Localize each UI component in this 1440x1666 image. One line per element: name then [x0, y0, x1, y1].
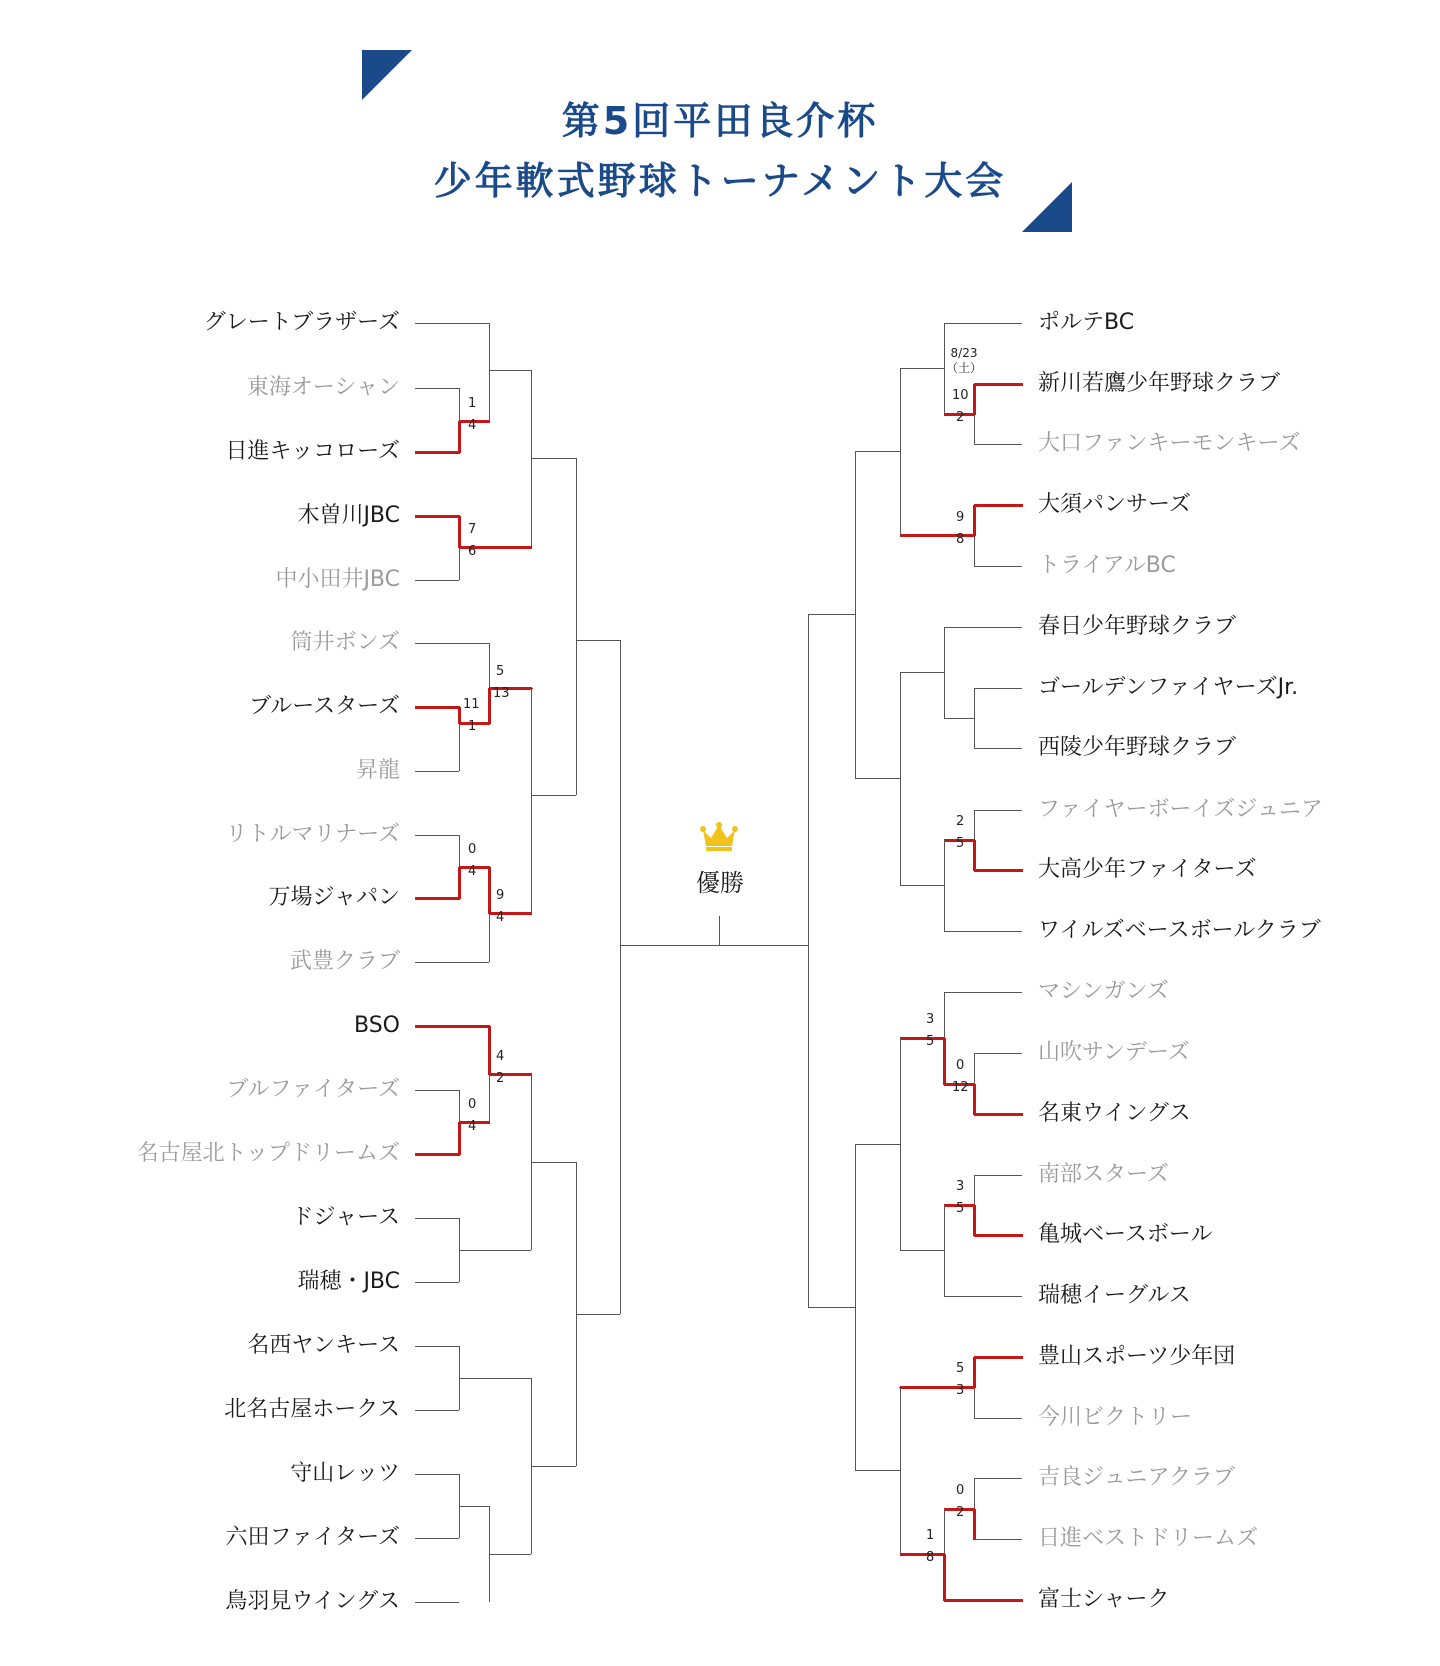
match-score: 12 [952, 1080, 969, 1095]
match-score: 2 [956, 814, 965, 829]
bracket-line [415, 1602, 459, 1603]
crown-icon [700, 822, 738, 852]
bracket-line [415, 515, 460, 518]
team-name: 瑞穂イーグルス [1038, 1283, 1191, 1308]
bracket-line [855, 1470, 900, 1471]
bracket-line [459, 1378, 531, 1379]
match-score: 5 [926, 1034, 935, 1049]
bracket-line [489, 370, 531, 371]
bracket-line [459, 1250, 531, 1251]
match-score: 4 [468, 864, 477, 879]
team-name: 名東ウイングス [1038, 1101, 1191, 1126]
bracket-line [415, 451, 460, 454]
bracket-line [458, 421, 461, 453]
team-name: ブルースターズ [249, 694, 400, 719]
bracket-line [900, 1250, 944, 1251]
match-score: 9 [956, 510, 965, 525]
bracket-line [973, 384, 976, 415]
team-name: 六田ファイターズ [225, 1525, 400, 1550]
match-score: 5 [956, 1361, 965, 1376]
bracket-line [973, 1205, 976, 1236]
date-label: 8/23 （土） [945, 346, 982, 375]
match-score: 6 [468, 544, 477, 559]
bracket-line [488, 867, 491, 914]
bracket-line [944, 627, 945, 718]
bracket-line [944, 1205, 945, 1296]
team-name: 大口ファンキーモンキーズ [1038, 431, 1301, 456]
team-name: 春日少年野球クラブ [1038, 614, 1237, 639]
match-score: 2 [496, 1071, 505, 1086]
bracket-line [620, 640, 621, 1314]
bracket-line [719, 916, 720, 945]
bracket-line [415, 1410, 459, 1411]
match-score: 0 [956, 1058, 965, 1073]
bracket-line [488, 1026, 491, 1075]
match-score: 8 [956, 532, 965, 547]
bracket-line [974, 1356, 1023, 1359]
bracket-line [489, 323, 490, 421]
bracket-line [944, 992, 1022, 993]
bracket-line [415, 643, 489, 644]
bracket-line [415, 1474, 459, 1475]
match-score: 9 [496, 888, 505, 903]
bracket-line [855, 778, 900, 779]
bracket-line [974, 566, 1022, 567]
bracket-line [458, 516, 461, 548]
team-name: 南部スターズ [1038, 1162, 1169, 1187]
bracket-line [415, 835, 459, 836]
team-name: 東海オーシャン [246, 375, 400, 400]
bracket-line [415, 580, 459, 581]
team-name: 西陵少年野球クラブ [1038, 735, 1237, 760]
team-name: ファイヤーボーイズジュニア [1038, 797, 1323, 822]
team-name: 名西ヤンキース [247, 1333, 400, 1358]
bracket-line [459, 1506, 489, 1507]
bracket-line [855, 451, 900, 452]
bracket-line [531, 1466, 576, 1467]
bracket-line [531, 795, 576, 796]
bracket-line [974, 1175, 1022, 1176]
bracket-line [973, 505, 976, 536]
team-name: 筒井ボンズ [290, 630, 400, 655]
bracket-line [944, 718, 974, 719]
bracket-line [576, 640, 620, 641]
team-name: リトルマリナーズ [225, 822, 400, 847]
bracket-line [855, 1144, 900, 1145]
bracket-line [974, 1539, 1022, 1540]
team-name: 北名古屋ホークス [224, 1397, 400, 1422]
team-name: ポルテBC [1038, 310, 1135, 335]
match-score: 0 [468, 1097, 477, 1112]
bracket-line [974, 1053, 1022, 1054]
team-name: 中小田井JBC [275, 567, 400, 592]
bracket-line [415, 1153, 460, 1156]
bracket-line [415, 1346, 459, 1347]
bracket-line [944, 323, 1022, 324]
bracket-line [900, 1553, 945, 1556]
team-name: BSO [354, 1013, 400, 1038]
match-score: 8 [926, 1550, 935, 1565]
team-name: 豊山スポーツ少年団 [1038, 1344, 1236, 1369]
match-score: 3 [956, 1383, 965, 1398]
match-score: 11 [463, 697, 480, 712]
title-line-2: 少年軟式野球トーナメント大会 [433, 159, 1007, 203]
bracket-line [530, 688, 533, 689]
bracket-line [900, 672, 944, 673]
bracket-line [415, 962, 489, 963]
bracket-line [974, 1418, 1022, 1419]
bracket-line [974, 383, 1023, 386]
match-score: 5 [956, 836, 965, 851]
match-score: 3 [956, 1179, 965, 1194]
team-name: 新川若鷹少年野球クラブ [1038, 371, 1281, 396]
match-score: 0 [956, 1483, 965, 1498]
bracket-line [974, 504, 1023, 507]
bracket-line [458, 1122, 461, 1155]
match-score: 10 [952, 388, 969, 403]
team-name: 万場ジャパン [268, 885, 400, 910]
team-name: ゴールデンファイヤーズJr. [1038, 675, 1299, 700]
team-name: 大須パンサーズ [1038, 492, 1191, 517]
bracket-line [531, 1162, 576, 1163]
bracket-line [415, 1090, 459, 1091]
bracket-line [808, 614, 809, 1307]
match-score: 4 [468, 418, 477, 433]
team-name: 吉良ジュニアクラブ [1038, 1465, 1235, 1490]
match-score: 5 [496, 664, 505, 679]
bracket-line [974, 688, 975, 748]
bracket-line [944, 931, 1022, 932]
bracket-line [943, 1038, 946, 1085]
team-name: 瑞穂・JBC [297, 1269, 400, 1294]
team-name: マシンガンズ [1038, 979, 1169, 1004]
team-name: グレートブラザーズ [203, 310, 400, 335]
bracket-line [900, 1037, 945, 1040]
bracket-line [944, 1296, 1022, 1297]
bracket-line [944, 1599, 1023, 1602]
bracket-line [974, 1234, 1023, 1237]
bracket-line [415, 1538, 459, 1539]
bracket-line [900, 885, 944, 886]
bracket-line [415, 1218, 459, 1219]
team-name: 昇龍 [355, 758, 400, 783]
match-score: 1 [926, 1528, 935, 1543]
bracket-line [973, 1084, 976, 1115]
bracket-line [415, 706, 460, 709]
bracket-line [855, 1144, 856, 1470]
bracket-line [415, 323, 489, 324]
bracket-line [415, 897, 460, 900]
bracket-line [973, 1509, 976, 1540]
bracket-line [415, 1025, 490, 1028]
bracket-line [944, 840, 945, 931]
team-name: 亀城ベースボール [1038, 1222, 1213, 1247]
bracket-line [531, 458, 576, 459]
team-name: 今川ビクトリー [1038, 1405, 1193, 1430]
bracket-line [531, 688, 532, 913]
match-score: 1 [468, 719, 477, 734]
team-name: 鳥羽見ウイングス [225, 1589, 400, 1614]
team-name: ドジャース [291, 1205, 400, 1230]
match-score: 3 [926, 1012, 935, 1027]
champion-label: 優勝 [696, 869, 744, 897]
match-score: 4 [496, 1049, 505, 1064]
bracket-line [974, 444, 1022, 445]
bracket-line [900, 672, 901, 885]
bracket-line [974, 810, 1022, 811]
match-score: 0 [468, 842, 477, 857]
bracket-line [900, 1387, 901, 1554]
bracket-line [974, 869, 1023, 872]
match-score: 13 [493, 686, 510, 701]
team-name: 日進ベストドリームズ [1038, 1526, 1259, 1551]
bracket-line [900, 368, 901, 535]
bracket-line [899, 1387, 902, 1388]
team-name: 山吹サンデーズ [1038, 1040, 1190, 1065]
bracket-line [974, 688, 1022, 689]
title-line-1: 第5回平田良介杯 [561, 99, 879, 143]
bracket-line [974, 748, 1022, 749]
bracket-line [808, 614, 855, 615]
team-name: トライアルBC [1038, 553, 1176, 578]
bracket-line [576, 1314, 620, 1315]
bracket-line [900, 1038, 901, 1250]
team-name: 木曽川JBC [297, 503, 400, 528]
match-score: 1 [468, 396, 477, 411]
bracket-line [458, 867, 461, 899]
bracket-line [855, 451, 856, 778]
bracket-line [576, 458, 577, 795]
match-score: 2 [956, 410, 965, 425]
bracket-line [974, 1113, 1023, 1116]
bracket-line [943, 1554, 946, 1601]
bracket-line [620, 945, 808, 946]
bracket-line [489, 1554, 531, 1555]
bracket-line [973, 840, 976, 871]
team-name: 大高少年ファイターズ [1038, 857, 1257, 882]
match-score: 4 [496, 910, 505, 925]
bracket-line [974, 1478, 1022, 1479]
bracket-line [808, 1307, 855, 1308]
bracket-line [944, 368, 945, 414]
team-name: ワイルズベースボールクラブ [1038, 918, 1321, 943]
bracket-line [415, 1282, 459, 1283]
bracket-line [973, 1357, 976, 1388]
team-name: 名古屋北トップドリームズ [136, 1141, 400, 1166]
bracket-line [488, 688, 491, 724]
bracket-line [415, 771, 459, 772]
match-score: 4 [468, 1119, 477, 1134]
match-score: 2 [956, 1505, 965, 1520]
team-name: 富士シャーク [1038, 1587, 1170, 1612]
bracket-line [944, 627, 1022, 628]
bracket-line [415, 388, 459, 389]
team-name: ブルファイターズ [226, 1077, 400, 1102]
bracket-line [900, 368, 944, 369]
match-score: 5 [956, 1201, 965, 1216]
team-name: 日進キッコローズ [225, 439, 400, 464]
team-name: 守山レッツ [290, 1461, 400, 1486]
match-score: 7 [468, 522, 477, 537]
team-name: 武豊クラブ [289, 949, 400, 974]
